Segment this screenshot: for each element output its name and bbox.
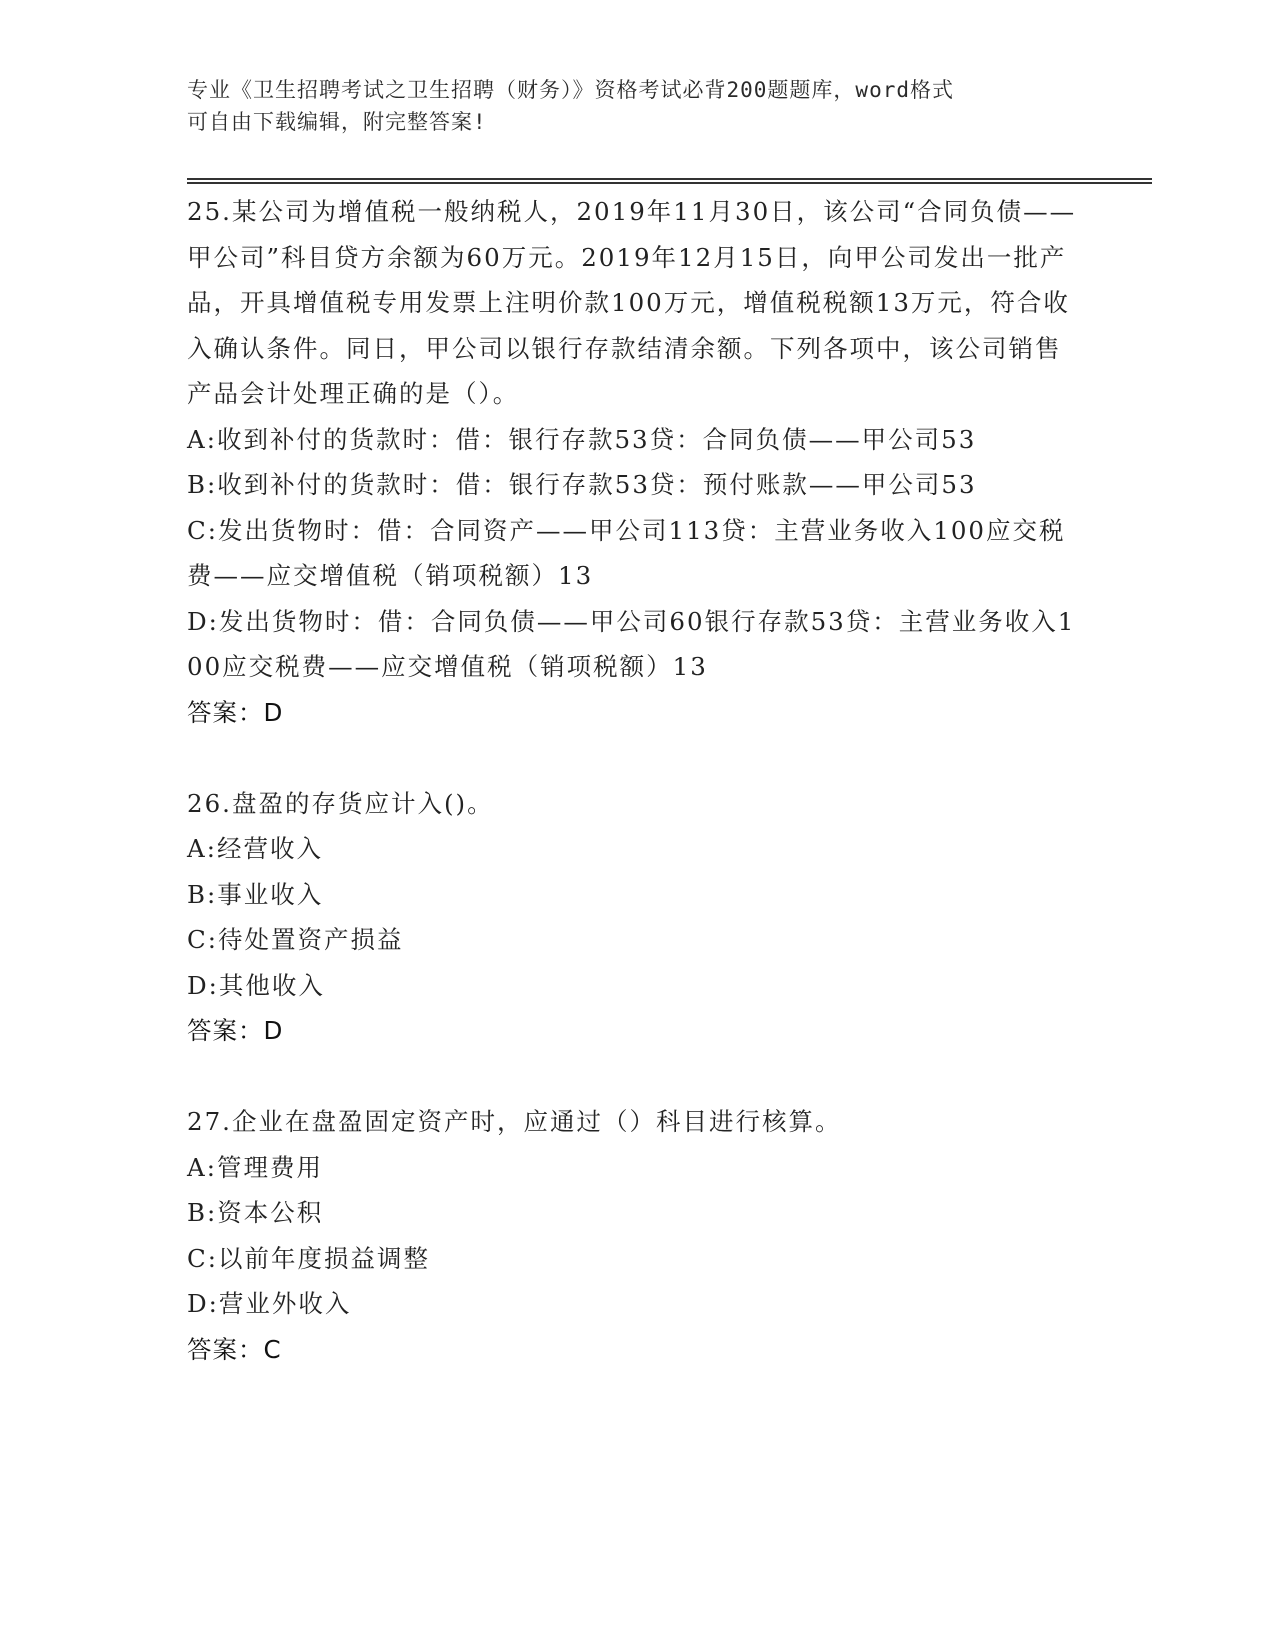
header-title-line-1: 专业《卫生招聘考试之卫生招聘（财务）》资格考试必背200题题库，word格式: [187, 78, 954, 102]
header-divider-bottom: [187, 182, 1152, 184]
answer-line: 答案：D: [187, 697, 284, 727]
question-spacer: [187, 735, 1087, 781]
question-spacer: [187, 1054, 1087, 1100]
option-c: C:以前年度损益调整: [187, 1243, 430, 1273]
option-d: D:营业外收入: [187, 1289, 352, 1318]
option-a: A:管理费用: [187, 1152, 323, 1182]
option-d: D:其他收入: [187, 970, 325, 1000]
option-a: A:经营收入: [187, 834, 323, 863]
option-c: C:待处置资产损益: [187, 925, 404, 954]
option-c: C:发出货物时：借：合同资产——甲公司113贷：主营业务收入100应交税费——应交增值税（销项税额）13: [187, 515, 1066, 590]
option-b: B:事业收入: [187, 879, 324, 909]
option-d: D:发出货物时：借：合同负债——甲公司60银行存款53贷：主营业务收入100应交税费——应交增值税（销项税额）13: [187, 606, 1076, 681]
question-text: 27.企业在盘盈固定资产时，应通过（）科目进行核算。: [187, 1107, 842, 1136]
answer-line: 答案：D: [187, 1016, 284, 1045]
header-title-line-2: 可自由下载编辑，附完整答案!: [187, 110, 487, 134]
answer-line: 答案：C: [187, 1334, 282, 1364]
header-divider-top: [187, 178, 1152, 180]
question-text: 26.盘盈的存货应计入()。: [187, 788, 494, 818]
document-header: [187, 74, 1067, 138]
question-list: [187, 189, 1087, 1372]
question-25: [187, 189, 1087, 735]
question-26: [187, 781, 1087, 1054]
question-text: 25.某公司为增值税一般纳税人，2019年11月30日，该公司“合同负债——甲公司”科目贷方余额为60万元。2019年12月15日，向甲公司发出一批产品，开具增值税专用发票上注明价款100万元，增值税税额13万元，符合收入确认条件。同日，甲公司以银行存款结清余额。下列各项中，该公司销售产品会计处理正确的是（）。: [187, 197, 1077, 408]
option-b: B:收到补付的货款时：借：银行存款53贷：预付账款——甲公司53: [187, 470, 977, 499]
option-b: B:资本公积: [187, 1198, 324, 1227]
option-a: A:收到补付的货款时：借：银行存款53贷：合同负债——甲公司53: [187, 424, 977, 454]
question-27: [187, 1099, 1087, 1372]
